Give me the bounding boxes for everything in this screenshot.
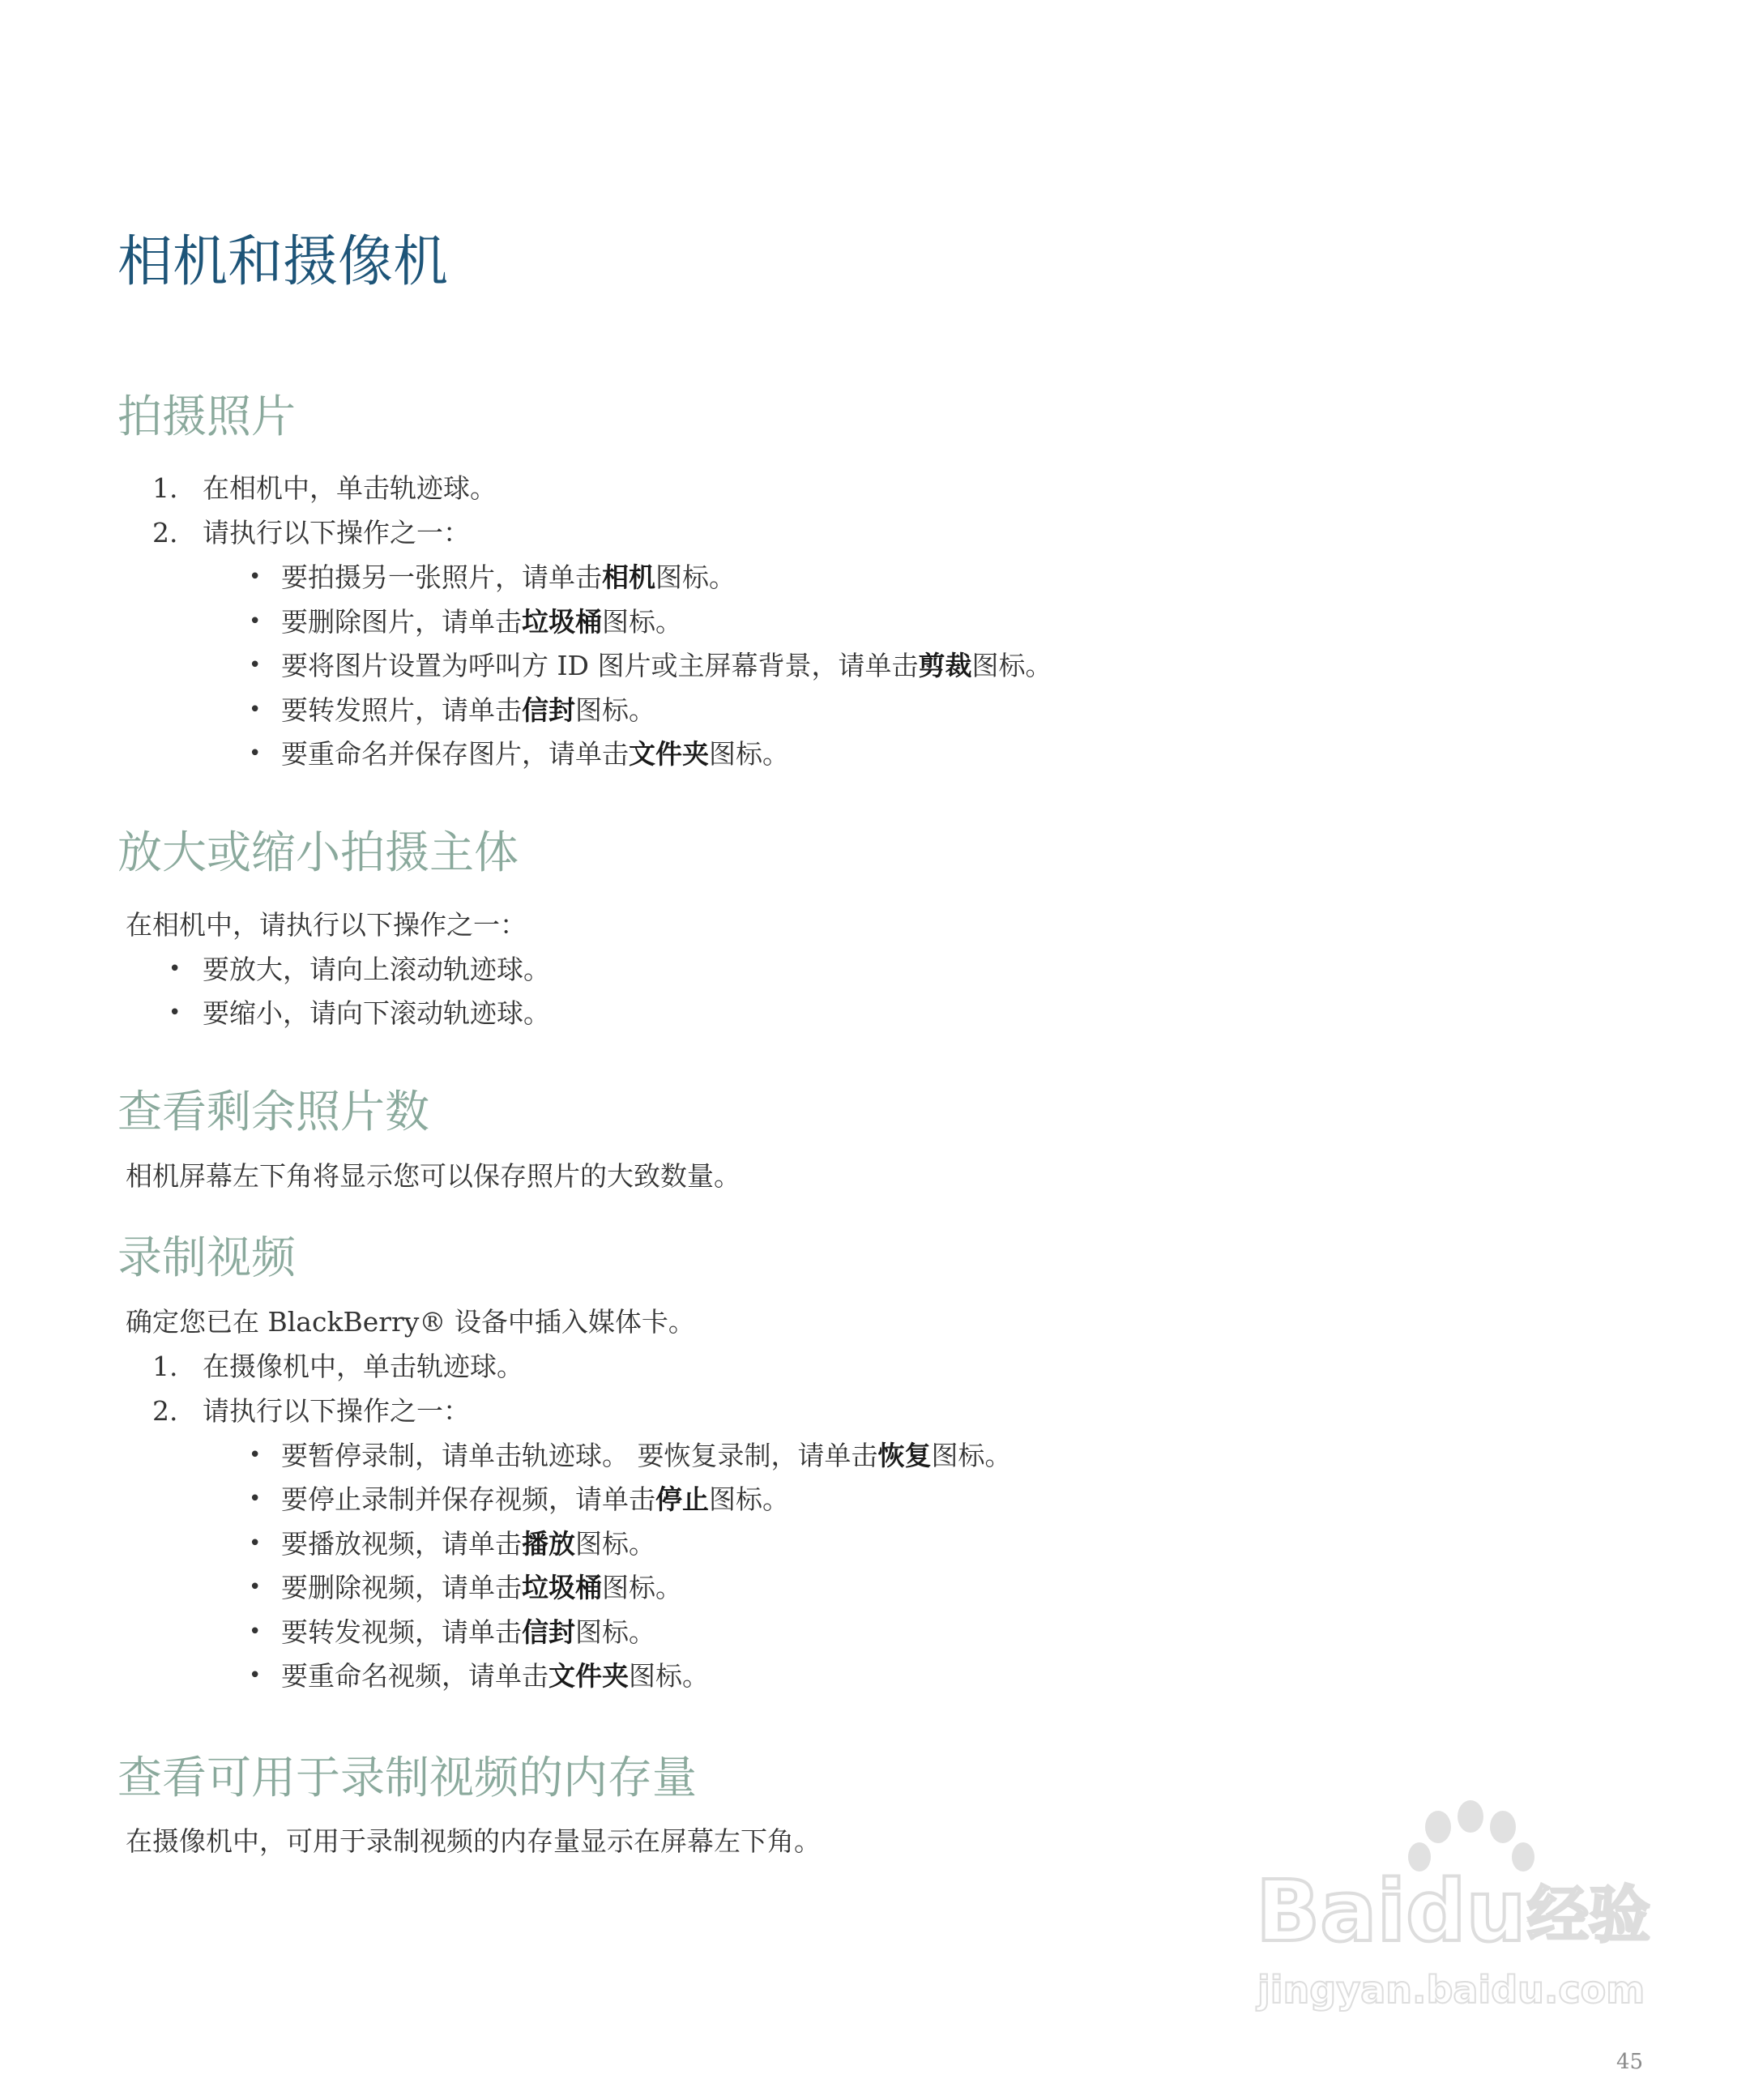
option-text: 要转发照片，请单击	[281, 694, 522, 726]
icon-name: 文件夹	[629, 738, 709, 770]
option-text: 图标。	[655, 561, 736, 593]
bullet: •	[249, 1620, 262, 1644]
option-text: 要停止录制并保存视频，请单击	[281, 1483, 655, 1515]
paragraph: 在摄像机中，可用于录制视频的内存量显示在屏幕左下角。	[126, 1825, 821, 1857]
option-text: 要删除图片，请单击	[281, 606, 522, 638]
watermark-suffix: 经验	[1527, 1879, 1650, 1951]
option-text: 要播放视频，请单击	[281, 1528, 522, 1560]
option-text: 图标。	[931, 1440, 1012, 1471]
option-text: 要将图片设置为呼叫方 ID 图片或主屏幕背景，请单击	[281, 650, 919, 681]
option-text: 图标。	[971, 650, 1052, 681]
icon-name: 信封	[522, 694, 575, 726]
icon-name: 文件夹	[548, 1660, 629, 1692]
section-title-memory: 查看可用于录制视频的内存量	[117, 1752, 698, 1803]
option-text: 图标。	[575, 1528, 655, 1560]
step-number: 2.	[152, 1395, 178, 1427]
bullet: •	[249, 565, 262, 589]
paragraph: 确定您已在 BlackBerry® 设备中插入媒体卡。	[126, 1306, 695, 1338]
icon-name: 停止	[655, 1483, 709, 1515]
page-title: 相机和摄像机	[117, 230, 449, 294]
bullet-text: 要放大，请向上滚动轨迹球。	[203, 954, 550, 985]
option-text: 要拍摄另一张照片，请单击	[281, 561, 602, 593]
bullet: •	[249, 1663, 262, 1688]
option-text: 要转发视频，请单击	[281, 1616, 522, 1648]
paw-icon	[1408, 1800, 1534, 1872]
step-number: 2.	[152, 517, 178, 548]
option-text: 图标。	[575, 1616, 655, 1648]
step-number: 1.	[152, 1351, 178, 1382]
step-text: 请执行以下操作之一：	[203, 1395, 470, 1427]
bullet-text: 要缩小，请向下滚动轨迹球。	[203, 997, 550, 1029]
option-text: 图标。	[575, 694, 655, 726]
option-text: 图标。	[602, 1572, 682, 1603]
paragraph: 相机屏幕左下角将显示您可以保存照片的大致数量。	[126, 1160, 741, 1192]
icon-name: 信封	[522, 1616, 575, 1648]
watermark-brand: Baidu	[1256, 1862, 1526, 1961]
step-text: 在相机中，单击轨迹球。	[203, 472, 497, 504]
bullet: •	[169, 1001, 181, 1025]
section-title-remaining: 查看剩余照片数	[117, 1086, 430, 1138]
page-number: 45	[1616, 2050, 1644, 2074]
option-text: 要重命名并保存图片，请单击	[281, 738, 629, 770]
bullet: •	[249, 1531, 262, 1556]
icon-name: 垃圾桶	[522, 606, 602, 638]
icon-name: 剪裁	[918, 650, 972, 681]
section-title-zoom: 放大或缩小拍摄主体	[117, 826, 519, 878]
option-text: 要删除视频，请单击	[281, 1572, 522, 1603]
bullet: •	[249, 698, 262, 722]
baidu-watermark	[1248, 1791, 1669, 2025]
section-title-take-photo: 拍摄照片	[117, 391, 297, 442]
icon-name: 垃圾桶	[522, 1572, 602, 1603]
bullet: •	[249, 1487, 262, 1511]
icon-name: 相机	[602, 561, 655, 593]
paragraph: 在相机中，请执行以下操作之一：	[126, 909, 527, 941]
step-text: 在摄像机中，单击轨迹球。	[203, 1351, 523, 1382]
option-text: 要暂停录制，请单击轨迹球。 要恢复录制，请单击	[281, 1440, 878, 1471]
option-text: 图标。	[602, 606, 682, 638]
bullet: •	[169, 957, 181, 981]
option-text: 图标。	[629, 1660, 709, 1692]
bullet: •	[249, 1575, 262, 1599]
icon-name: 恢复	[877, 1440, 932, 1471]
icon-name: 播放	[522, 1528, 575, 1560]
step-number: 1.	[152, 472, 178, 504]
option-text: 要重命名视频，请单击	[281, 1660, 548, 1692]
option-text: 图标。	[709, 1483, 789, 1515]
bullet: •	[249, 741, 262, 766]
watermark-url: jingyan.baidu.com	[1257, 1968, 1645, 2012]
option-text: 图标。	[709, 738, 789, 770]
bullet: •	[249, 653, 262, 677]
step-text: 请执行以下操作之一：	[203, 517, 470, 548]
section-title-record-video: 录制视频	[117, 1231, 297, 1283]
bullet: •	[249, 1443, 262, 1467]
bullet: •	[249, 609, 262, 634]
